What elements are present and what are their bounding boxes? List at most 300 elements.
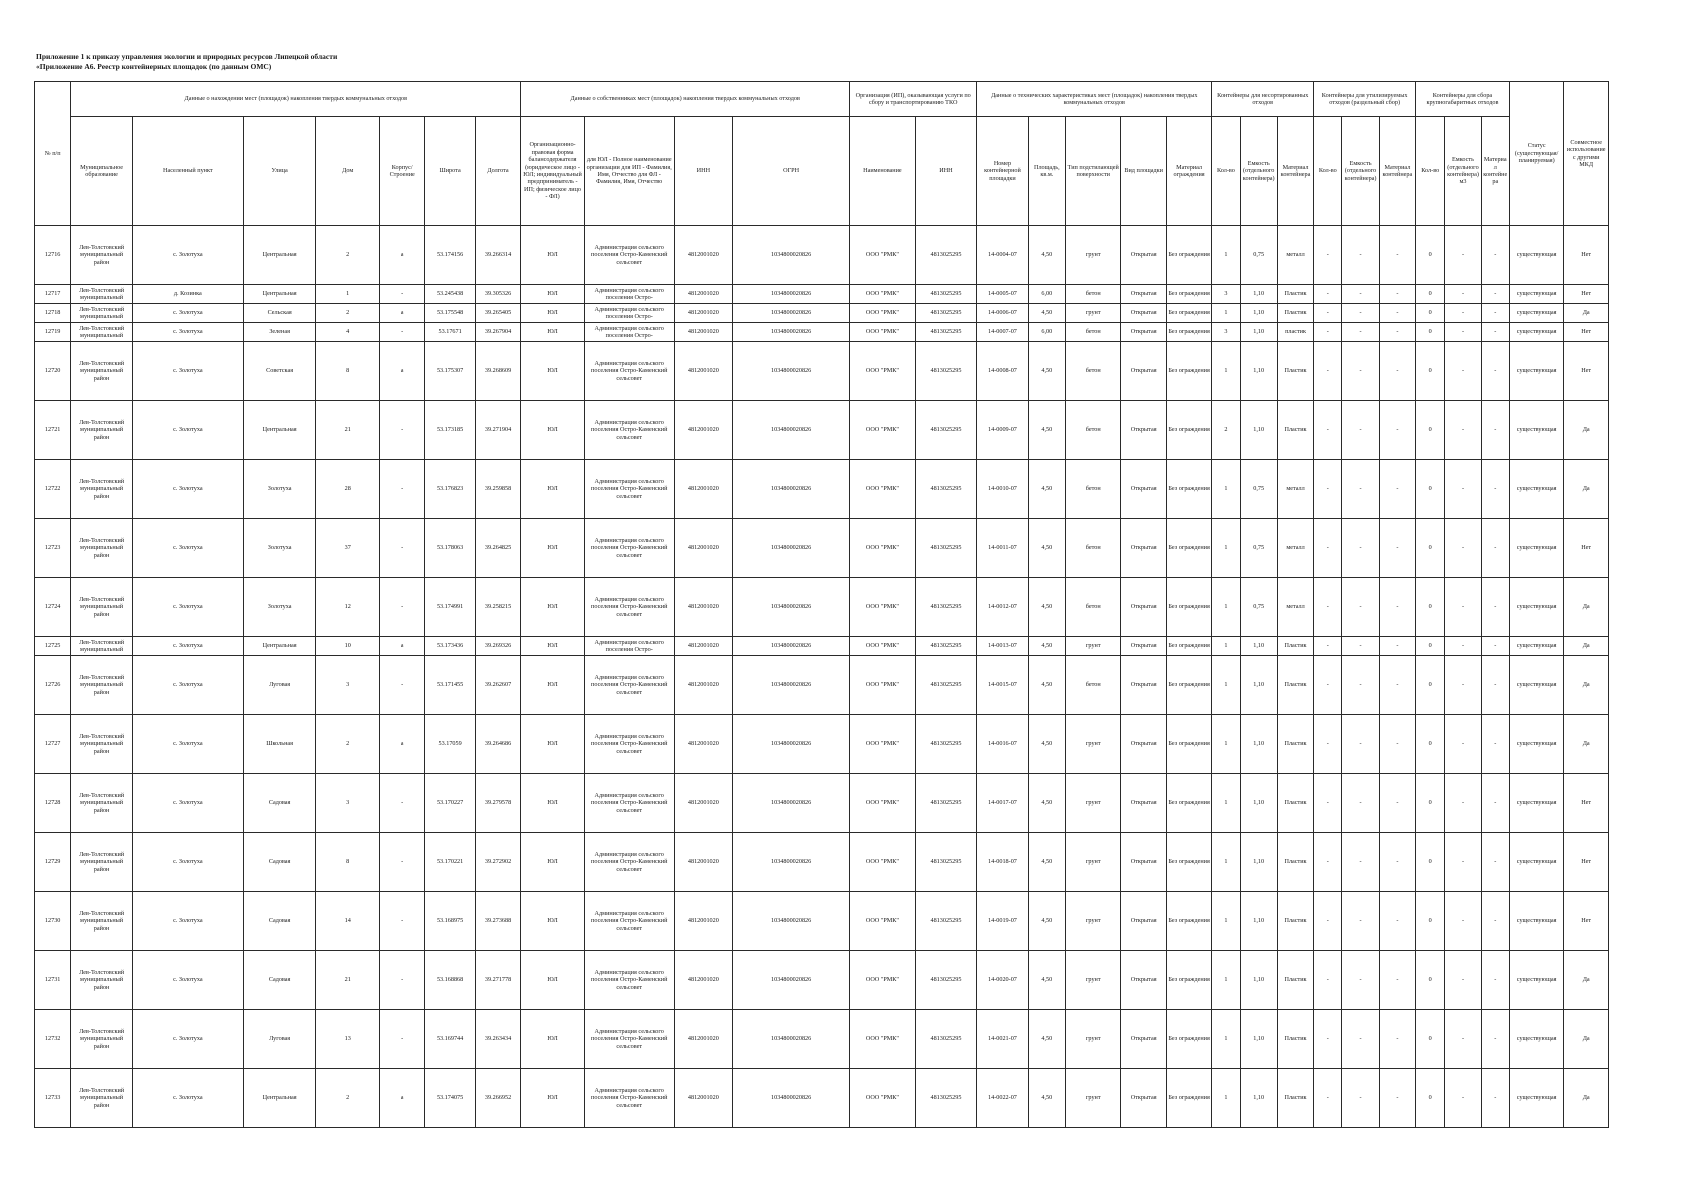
cell-area: 4,50	[1028, 656, 1065, 715]
cell-ogrn: 1034800020826	[733, 578, 850, 637]
cell-shared: Да	[1564, 637, 1609, 656]
cell-inn: 4812001020	[674, 401, 733, 460]
cell-ogrn: 1034800020826	[733, 285, 850, 304]
cell-owner-name: Администрация сельского поселения Остро-Каменский сельсовет	[584, 342, 674, 401]
cell-fence: Без ограждения	[1166, 304, 1211, 323]
cell-shared: Нет	[1564, 285, 1609, 304]
cell-settlement: с. Золотуха	[132, 226, 243, 285]
cell-owner-name: Администрация сельского поселения Остро-Каменский сельсовет	[584, 892, 674, 951]
cell-number: 12731	[35, 951, 71, 1010]
cell-site-type: Открытая	[1121, 774, 1166, 833]
cell-building: -	[379, 519, 424, 578]
cell-bulky-capacity: -	[1445, 578, 1481, 637]
cell-owner-name: Администрация сельского поселения Остро-Каменский сельсовет	[584, 401, 674, 460]
cell-bulky-material: -	[1481, 578, 1509, 637]
cell-latitude: 53.17059	[425, 715, 475, 774]
cell-building: а	[379, 1069, 424, 1128]
group-owners-header: Данные о собственниках мест (площадок) накопления твердых коммунальных отходов	[521, 82, 850, 117]
cell-owner-name: Администрация сельского поселения Остро-Каменский сельсовет	[584, 715, 674, 774]
cell-recyclable-qty: -	[1314, 519, 1342, 578]
table-header-groups	[35, 82, 1609, 117]
cell-bulky-capacity: -	[1445, 342, 1481, 401]
cell-unsorted-qty: 1	[1212, 578, 1240, 637]
cell-legal-form: ЮЛ	[521, 774, 585, 833]
cell-inn: 4812001020	[674, 460, 733, 519]
cell-inn: 4812001020	[674, 715, 733, 774]
cell-ogrn: 1034800020826	[733, 833, 850, 892]
cell-latitude: 53.168868	[425, 951, 475, 1010]
cell-recyclable-material: -	[1379, 323, 1415, 342]
cell-recyclable-qty: -	[1314, 951, 1342, 1010]
cell-recyclable-material: -	[1379, 519, 1415, 578]
cell-owner-name: Администрация сельского поселения Остро-Каменский сельсовет	[584, 656, 674, 715]
cell-site-type: Открытая	[1121, 578, 1166, 637]
cell-status: существующая	[1509, 637, 1563, 656]
cell-site-number: 14-0004-07	[977, 226, 1028, 285]
cell-owner-name: Администрация сельского поселения Остро-Каменский сельсовет	[584, 460, 674, 519]
cell-bulky-capacity: -	[1445, 285, 1481, 304]
cell-settlement: с. Золотуха	[132, 342, 243, 401]
cell-unsorted-capacity: 0,75	[1240, 226, 1277, 285]
col-legal-form-header: Организационно-правовая форма балансодержателя (юридическое лицо - ЮЛ; индивидуальный предприниматель - ИП; физическое лицо - ФЛ)	[521, 117, 585, 226]
cell-number: 12730	[35, 892, 71, 951]
table-row	[35, 460, 1609, 519]
cell-bulky-capacity: -	[1445, 323, 1481, 342]
cell-recyclable-material: -	[1379, 578, 1415, 637]
cell-ogrn: 1034800020826	[733, 401, 850, 460]
table-header-columns	[35, 117, 1609, 226]
cell-bulky-qty: 0	[1416, 637, 1445, 656]
cell-unsorted-qty: 1	[1212, 304, 1240, 323]
cell-recyclable-capacity: -	[1342, 304, 1379, 323]
cell-ogrn: 1034800020826	[733, 323, 850, 342]
cell-settlement: с. Золотуха	[132, 1010, 243, 1069]
cell-unsorted-capacity: 1,10	[1240, 833, 1277, 892]
cell-inn: 4812001020	[674, 519, 733, 578]
cell-bulky-capacity: -	[1445, 519, 1481, 578]
cell-site-number: 14-0016-07	[977, 715, 1028, 774]
cell-unsorted-capacity: 1,10	[1240, 656, 1277, 715]
table-row	[35, 951, 1609, 1010]
cell-fence: Без ограждения	[1166, 578, 1211, 637]
cell-recyclable-material: -	[1379, 285, 1415, 304]
cell-owner-name: Администрация сельского поселения Остро-Каменский сельсовет	[584, 226, 674, 285]
cell-fence: Без ограждения	[1166, 323, 1211, 342]
cell-unsorted-qty: 1	[1212, 715, 1240, 774]
cell-bulky-capacity: -	[1445, 774, 1481, 833]
cell-recyclable-capacity: -	[1342, 833, 1379, 892]
cell-street: Центральная	[243, 1069, 316, 1128]
cell-longitude: 39.271778	[475, 951, 520, 1010]
cell-surface: бетон	[1065, 285, 1120, 304]
cell-bulky-qty: 0	[1416, 304, 1445, 323]
cell-unsorted-material: Пластик	[1277, 1010, 1313, 1069]
cell-bulky-material: -	[1481, 342, 1509, 401]
cell-bulky-qty: 0	[1416, 715, 1445, 774]
cell-status: существующая	[1509, 892, 1563, 951]
col-org-inn-header: ИНН	[915, 117, 977, 226]
cell-fence: Без ограждения	[1166, 342, 1211, 401]
cell-bulky-material: -	[1481, 951, 1509, 1010]
cell-bulky-capacity: -	[1445, 833, 1481, 892]
col-longitude-header: Долгота	[475, 117, 520, 226]
cell-recyclable-capacity: -	[1342, 1010, 1379, 1069]
cell-fence: Без ограждения	[1166, 1069, 1211, 1128]
cell-latitude: 53.175548	[425, 304, 475, 323]
cell-bulky-material: -	[1481, 401, 1509, 460]
cell-shared: Да	[1564, 715, 1609, 774]
col-unsorted-qty-header: Кол-во	[1212, 117, 1240, 226]
cell-bulky-qty: 0	[1416, 833, 1445, 892]
col-municipality-header: Муниципальное образование	[71, 117, 133, 226]
table-row	[35, 1010, 1609, 1069]
cell-ogrn: 1034800020826	[733, 342, 850, 401]
cell-street: Луговая	[243, 656, 316, 715]
cell-site-type: Открытая	[1121, 401, 1166, 460]
cell-shared: Нет	[1564, 342, 1609, 401]
cell-municipality: Лев-Толстовский муниципальный район	[71, 460, 133, 519]
cell-org-name: ООО "РМК"	[850, 1010, 916, 1069]
cell-unsorted-material: Пластик	[1277, 637, 1313, 656]
cell-recyclable-qty: -	[1314, 401, 1342, 460]
cell-shared: Да	[1564, 578, 1609, 637]
cell-recyclable-capacity: -	[1342, 892, 1379, 951]
cell-ogrn: 1034800020826	[733, 519, 850, 578]
group-bulky-header: Контейнеры для сбора крупногабаритных отходов	[1416, 82, 1510, 117]
cell-surface: грунт	[1065, 1069, 1120, 1128]
cell-bulky-capacity: -	[1445, 656, 1481, 715]
cell-recyclable-qty: -	[1314, 578, 1342, 637]
col-building-header: Корпус/Строение	[379, 117, 424, 226]
cell-site-number: 14-0007-07	[977, 323, 1028, 342]
cell-org-inn: 4813025295	[915, 304, 977, 323]
cell-street: Центральная	[243, 637, 316, 656]
cell-inn: 4812001020	[674, 892, 733, 951]
cell-recyclable-capacity: -	[1342, 460, 1379, 519]
cell-latitude: 53.173185	[425, 401, 475, 460]
cell-legal-form: ЮЛ	[521, 637, 585, 656]
cell-longitude: 39.271904	[475, 401, 520, 460]
cell-house: 14	[316, 892, 380, 951]
cell-bulky-material: -	[1481, 656, 1509, 715]
cell-recyclable-capacity: -	[1342, 715, 1379, 774]
cell-org-name: ООО "РМК"	[850, 774, 916, 833]
cell-area: 6,00	[1028, 285, 1065, 304]
cell-number: 12725	[35, 637, 71, 656]
table-row	[35, 892, 1609, 951]
cell-owner-name: Администрация сельского поселения Остро-	[584, 637, 674, 656]
cell-recyclable-capacity: -	[1342, 656, 1379, 715]
cell-area: 4,50	[1028, 637, 1065, 656]
cell-longitude: 39.268609	[475, 342, 520, 401]
cell-unsorted-qty: 1	[1212, 656, 1240, 715]
table-row	[35, 226, 1609, 285]
cell-recyclable-capacity: -	[1342, 578, 1379, 637]
cell-municipality: Лев-Толстовский муниципальный район	[71, 401, 133, 460]
cell-unsorted-material: Пластик	[1277, 774, 1313, 833]
cell-unsorted-capacity: 0,75	[1240, 578, 1277, 637]
cell-bulky-material: -	[1481, 774, 1509, 833]
cell-municipality: Лев-Толстовский муниципальный	[71, 323, 133, 342]
cell-site-number: 14-0021-07	[977, 1010, 1028, 1069]
cell-site-number: 14-0017-07	[977, 774, 1028, 833]
cell-bulky-qty: 0	[1416, 285, 1445, 304]
cell-org-inn: 4813025295	[915, 1069, 977, 1128]
cell-ogrn: 1034800020826	[733, 774, 850, 833]
cell-site-number: 14-0022-07	[977, 1069, 1028, 1128]
cell-ogrn: 1034800020826	[733, 1010, 850, 1069]
cell-number: 12721	[35, 401, 71, 460]
cell-recyclable-qty: -	[1314, 226, 1342, 285]
cell-recyclable-capacity: -	[1342, 323, 1379, 342]
cell-settlement: с. Золотуха	[132, 715, 243, 774]
cell-number: 12723	[35, 519, 71, 578]
cell-site-type: Открытая	[1121, 304, 1166, 323]
cell-inn: 4812001020	[674, 1010, 733, 1069]
cell-bulky-capacity: -	[1445, 637, 1481, 656]
cell-site-type: Открытая	[1121, 323, 1166, 342]
cell-status: существующая	[1509, 342, 1563, 401]
cell-longitude: 39.305326	[475, 285, 520, 304]
cell-owner-name: Администрация сельского поселения Остро-Каменский сельсовет	[584, 578, 674, 637]
cell-site-type: Открытая	[1121, 460, 1166, 519]
group-unsorted-header: Контейнеры для несортированных отходов	[1212, 82, 1314, 117]
cell-site-type: Открытая	[1121, 342, 1166, 401]
cell-surface: бетон	[1065, 519, 1120, 578]
cell-street: Садовая	[243, 833, 316, 892]
cell-ogrn: 1034800020826	[733, 951, 850, 1010]
cell-latitude: 53.174991	[425, 578, 475, 637]
cell-recyclable-capacity: -	[1342, 226, 1379, 285]
cell-recyclable-material: -	[1379, 892, 1415, 951]
col-unsorted-capacity-header: Емкость (отдельного контейнера)	[1240, 117, 1277, 226]
cell-org-name: ООО "РМК"	[850, 892, 916, 951]
cell-unsorted-qty: 1	[1212, 833, 1240, 892]
cell-street: Луговая	[243, 1010, 316, 1069]
cell-building: -	[379, 892, 424, 951]
cell-settlement: с. Золотуха	[132, 460, 243, 519]
cell-unsorted-qty: 1	[1212, 460, 1240, 519]
cell-street: Золотуха	[243, 578, 316, 637]
cell-site-number: 14-0006-07	[977, 304, 1028, 323]
cell-site-number: 14-0010-07	[977, 460, 1028, 519]
cell-recyclable-capacity: -	[1342, 342, 1379, 401]
cell-unsorted-capacity: 1,10	[1240, 637, 1277, 656]
cell-unsorted-material: Пластик	[1277, 656, 1313, 715]
cell-bulky-capacity: -	[1445, 226, 1481, 285]
cell-status: существующая	[1509, 519, 1563, 578]
col-status-header: Статус (существующая/планируемая)	[1509, 82, 1563, 226]
cell-unsorted-material: металл	[1277, 460, 1313, 519]
cell-municipality: Лев-Толстовский муниципальный район	[71, 715, 133, 774]
col-fence-header: Материал ограждения	[1166, 117, 1211, 226]
cell-municipality: Лев-Толстовский муниципальный район	[71, 519, 133, 578]
cell-ogrn: 1034800020826	[733, 637, 850, 656]
cell-org-name: ООО "РМК"	[850, 304, 916, 323]
cell-shared: Да	[1564, 951, 1609, 1010]
header-line-2: «Приложение А6. Реестр контейнерных площадок (по данным ОМС)	[36, 62, 272, 71]
cell-recyclable-material: -	[1379, 342, 1415, 401]
cell-fence: Без ограждения	[1166, 519, 1211, 578]
cell-bulky-capacity: -	[1445, 401, 1481, 460]
col-site-type-header: Вид площадки	[1121, 117, 1166, 226]
cell-org-inn: 4813025295	[915, 951, 977, 1010]
cell-owner-name: Администрация сельского поселения Остро-Каменский сельсовет	[584, 774, 674, 833]
cell-status: существующая	[1509, 656, 1563, 715]
cell-site-number: 14-0008-07	[977, 342, 1028, 401]
table-row	[35, 578, 1609, 637]
cell-latitude: 53.168975	[425, 892, 475, 951]
cell-house: 2	[316, 226, 380, 285]
cell-fence: Без ограждения	[1166, 774, 1211, 833]
cell-legal-form: ЮЛ	[521, 951, 585, 1010]
cell-recyclable-material: -	[1379, 951, 1415, 1010]
cell-settlement: с. Золотуха	[132, 1069, 243, 1128]
cell-area: 4,50	[1028, 460, 1065, 519]
cell-site-type: Открытая	[1121, 1010, 1166, 1069]
cell-number: 12718	[35, 304, 71, 323]
cell-bulky-qty: 0	[1416, 226, 1445, 285]
col-number-header: № п/п	[35, 82, 71, 226]
group-recyclable-header: Контейнеры для утилизируемых отходов (раздельный сбор)	[1314, 82, 1416, 117]
cell-number: 12727	[35, 715, 71, 774]
cell-longitude: 39.262607	[475, 656, 520, 715]
col-owner-name-header: для ЮЛ - Полное наименование организации для ИП - Фамилия, Имя, Отчество для ФЛ - Фамилия, Имя, Отчество	[584, 117, 674, 226]
cell-org-inn: 4813025295	[915, 226, 977, 285]
cell-unsorted-capacity: 0,75	[1240, 460, 1277, 519]
cell-building: -	[379, 460, 424, 519]
cell-building: -	[379, 951, 424, 1010]
cell-latitude: 53.171455	[425, 656, 475, 715]
cell-recyclable-capacity: -	[1342, 637, 1379, 656]
cell-municipality: Лев-Толстовский муниципальный	[71, 285, 133, 304]
cell-latitude: 53.174156	[425, 226, 475, 285]
cell-house: 13	[316, 1010, 380, 1069]
table-row	[35, 323, 1609, 342]
cell-status: существующая	[1509, 304, 1563, 323]
cell-building: -	[379, 656, 424, 715]
cell-municipality: Лев-Толстовский муниципальный район	[71, 951, 133, 1010]
cell-unsorted-capacity: 1,10	[1240, 1069, 1277, 1128]
cell-fence: Без ограждения	[1166, 951, 1211, 1010]
cell-bulky-material: -	[1481, 285, 1509, 304]
col-bulky-qty-header: Кол-во	[1416, 117, 1445, 226]
cell-legal-form: ЮЛ	[521, 892, 585, 951]
cell-municipality: Лев-Толстовский муниципальный район	[71, 833, 133, 892]
cell-number: 12720	[35, 342, 71, 401]
cell-settlement: с. Золотуха	[132, 656, 243, 715]
cell-status: существующая	[1509, 833, 1563, 892]
cell-municipality: Лев-Толстовский муниципальный район	[71, 656, 133, 715]
cell-org-name: ООО "РМК"	[850, 323, 916, 342]
cell-unsorted-qty: 1	[1212, 1010, 1240, 1069]
cell-house: 37	[316, 519, 380, 578]
cell-building: а	[379, 226, 424, 285]
cell-recyclable-qty: -	[1314, 342, 1342, 401]
cell-longitude: 39.259858	[475, 460, 520, 519]
cell-recyclable-material: -	[1379, 637, 1415, 656]
cell-inn: 4812001020	[674, 285, 733, 304]
cell-area: 4,50	[1028, 892, 1065, 951]
cell-street: Советская	[243, 342, 316, 401]
cell-site-number: 14-0013-07	[977, 637, 1028, 656]
cell-owner-name: Администрация сельского поселения Остро-Каменский сельсовет	[584, 1069, 674, 1128]
cell-street: Золотуха	[243, 519, 316, 578]
cell-area: 4,50	[1028, 1010, 1065, 1069]
cell-street: Центральная	[243, 285, 316, 304]
cell-bulky-capacity: -	[1445, 460, 1481, 519]
cell-bulky-material: -	[1481, 1069, 1509, 1128]
cell-house: 21	[316, 401, 380, 460]
cell-area: 6,00	[1028, 323, 1065, 342]
cell-recyclable-capacity: -	[1342, 951, 1379, 1010]
cell-municipality: Лев-Толстовский муниципальный район	[71, 774, 133, 833]
cell-bulky-material: -	[1481, 637, 1509, 656]
cell-site-type: Открытая	[1121, 951, 1166, 1010]
cell-building: -	[379, 578, 424, 637]
cell-status: существующая	[1509, 1069, 1563, 1128]
cell-recyclable-qty: -	[1314, 460, 1342, 519]
cell-shared: Да	[1564, 1010, 1609, 1069]
cell-building: -	[379, 285, 424, 304]
cell-latitude: 53.170227	[425, 774, 475, 833]
cell-org-name: ООО "РМК"	[850, 1069, 916, 1128]
table-row	[35, 519, 1609, 578]
cell-owner-name: Администрация сельского поселения Остро-	[584, 304, 674, 323]
cell-site-type: Открытая	[1121, 637, 1166, 656]
cell-settlement: с. Золотуха	[132, 304, 243, 323]
cell-org-name: ООО "РМК"	[850, 401, 916, 460]
cell-house: 2	[316, 304, 380, 323]
cell-unsorted-material: пластик	[1277, 323, 1313, 342]
cell-recyclable-material: -	[1379, 715, 1415, 774]
col-surface-header: Тип подстилающей поверхности	[1065, 117, 1120, 226]
cell-municipality: Лев-Толстовский муниципальный район	[71, 1010, 133, 1069]
cell-shared: Да	[1564, 304, 1609, 323]
cell-longitude: 39.272902	[475, 833, 520, 892]
cell-status: существующая	[1509, 578, 1563, 637]
cell-site-number: 14-0009-07	[977, 401, 1028, 460]
cell-org-name: ООО "РМК"	[850, 285, 916, 304]
cell-longitude: 39.258215	[475, 578, 520, 637]
cell-area: 4,50	[1028, 833, 1065, 892]
cell-unsorted-capacity: 1,10	[1240, 401, 1277, 460]
col-latitude-header: Широта	[425, 117, 475, 226]
cell-settlement: с. Золотуха	[132, 323, 243, 342]
cell-building: -	[379, 774, 424, 833]
cell-unsorted-material: металл	[1277, 226, 1313, 285]
cell-unsorted-qty: 1	[1212, 342, 1240, 401]
cell-fence: Без ограждения	[1166, 460, 1211, 519]
cell-inn: 4812001020	[674, 774, 733, 833]
cell-bulky-material: -	[1481, 304, 1509, 323]
cell-municipality: Лев-Толстовский муниципальный район	[71, 892, 133, 951]
cell-building: -	[379, 401, 424, 460]
cell-bulky-material: -	[1481, 892, 1509, 951]
cell-street: Сельская	[243, 304, 316, 323]
cell-area: 4,50	[1028, 715, 1065, 774]
table-row	[35, 774, 1609, 833]
group-tech-header: Данные о технических характеристиках мест (площадок) накопления твердых коммунальных отходов	[977, 82, 1212, 117]
cell-recyclable-qty: -	[1314, 892, 1342, 951]
cell-recyclable-qty: -	[1314, 1069, 1342, 1128]
cell-legal-form: ЮЛ	[521, 1069, 585, 1128]
cell-legal-form: ЮЛ	[521, 833, 585, 892]
cell-org-inn: 4813025295	[915, 342, 977, 401]
cell-unsorted-qty: 1	[1212, 637, 1240, 656]
cell-house: 2	[316, 1069, 380, 1128]
cell-owner-name: Администрация сельского поселения Остро-Каменский сельсовет	[584, 951, 674, 1010]
